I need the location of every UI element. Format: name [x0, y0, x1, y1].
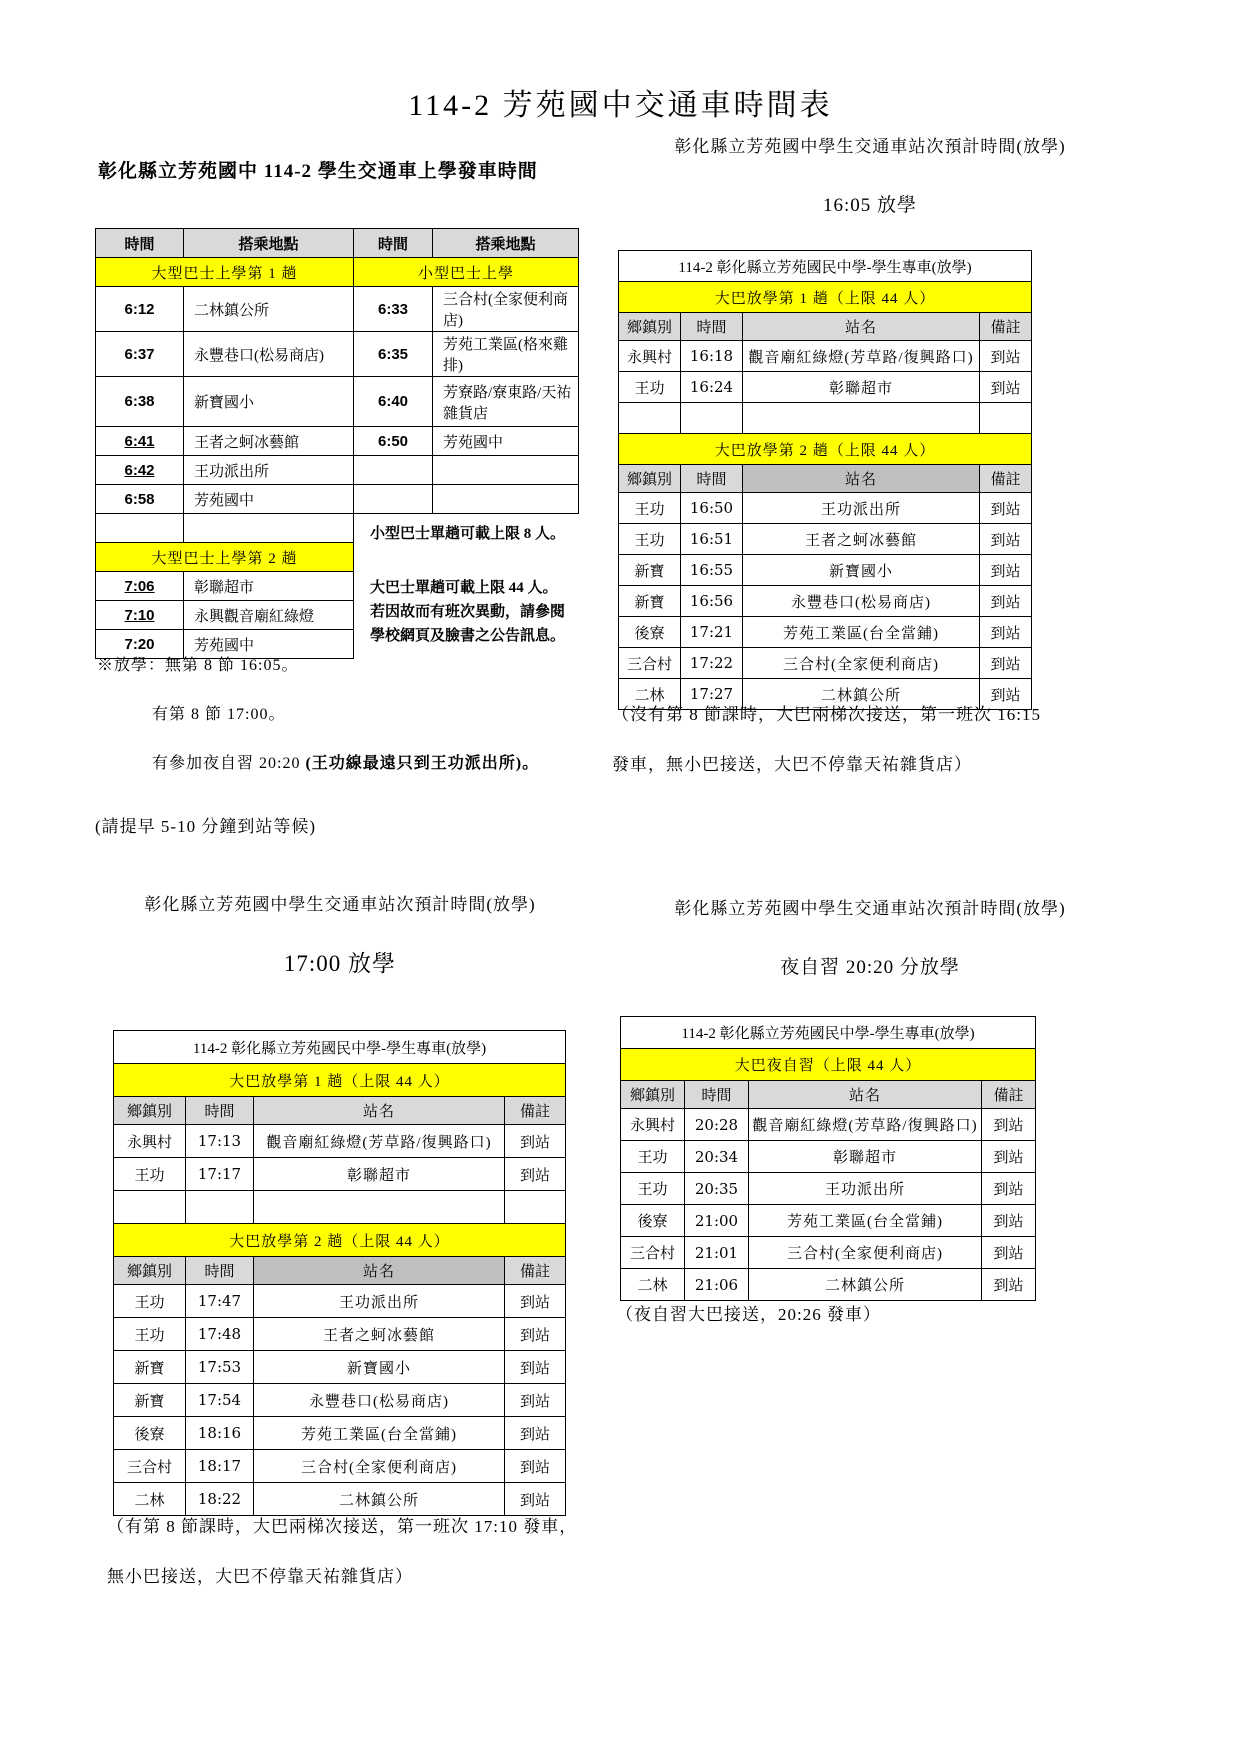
note-cell: 到站 — [980, 617, 1032, 648]
band-night: 大巴夜自習（上限 44 人） — [621, 1049, 1036, 1081]
table-row — [114, 1417, 566, 1450]
place-cell — [184, 514, 354, 543]
town-cell — [619, 403, 681, 434]
time-cell: 6:58 — [96, 485, 184, 514]
time-cell: 7:20 — [96, 630, 184, 659]
town-cell: 後寮 — [619, 617, 681, 648]
table-header-row — [619, 313, 1032, 341]
band-trip1: 大巴放學第 1 趟（上限 44 人） — [619, 282, 1032, 313]
table-row — [619, 372, 1032, 403]
band-trip2: 大巴放學第 2 趟（上限 44 人） — [114, 1224, 566, 1257]
town-cell: 王功 — [619, 493, 681, 524]
time-cell: 17:54 — [186, 1384, 254, 1417]
table-title-row — [619, 251, 1032, 282]
table-header-row — [114, 1257, 566, 1285]
note-cell — [980, 403, 1032, 434]
table-row — [621, 1237, 1036, 1269]
capacity-note-cell — [354, 514, 579, 659]
time-cell: 18:17 — [186, 1450, 254, 1483]
place-cell: 芳苑國中 — [184, 630, 354, 659]
stop-cell: 芳苑工業區(台全當鋪) — [749, 1205, 982, 1237]
note-cell: 到站 — [980, 372, 1032, 403]
note-cell: 到站 — [505, 1158, 566, 1191]
table-row — [619, 555, 1032, 586]
note-cell: 到站 — [505, 1450, 566, 1483]
band-row — [619, 434, 1032, 465]
table-row — [114, 1285, 566, 1318]
town-cell: 永興村 — [621, 1109, 685, 1141]
town-cell — [114, 1191, 186, 1224]
table-row — [114, 1351, 566, 1384]
town-cell: 王功 — [621, 1141, 685, 1173]
capacity-note: 若因故而有班次異動，請參閱學校網頁及臉書之公告訊息。 — [370, 604, 566, 644]
table-row — [621, 1205, 1036, 1237]
stop-cell: 永豐巷口(松易商店) — [743, 586, 980, 617]
town-cell: 新寶 — [619, 586, 681, 617]
night-note: （夜自習大巴接送，20:26 發車） — [616, 1305, 881, 1324]
table-row — [114, 1158, 566, 1191]
stop-cell: 二林鎮公所 — [743, 679, 980, 710]
town-cell: 王功 — [114, 1158, 186, 1191]
band-big-bus-trip1: 大型巴士上學第 1 趟 — [96, 258, 354, 287]
note-cell — [505, 1191, 566, 1224]
remark-header-cell: 備註 — [505, 1097, 566, 1125]
note-cell: 到站 — [505, 1384, 566, 1417]
time-cell: 17:17 — [186, 1158, 254, 1191]
town-header-cell: 鄉鎮別 — [114, 1097, 186, 1125]
table-row — [619, 524, 1032, 555]
place-cell: 芳苑國中 — [184, 485, 354, 514]
place-cell: 王者之蚵冰藝館 — [184, 427, 354, 456]
note-cell: 到站 — [505, 1318, 566, 1351]
dismissal-17-time: 17:00 放學 — [283, 951, 397, 976]
time-cell: 16:56 — [681, 586, 743, 617]
stop-cell: 彰聯超市 — [743, 372, 980, 403]
town-cell: 三合村 — [619, 648, 681, 679]
place-cell: 王功派出所 — [184, 456, 354, 485]
time-cell: 16:18 — [681, 341, 743, 372]
town-cell: 三合村 — [114, 1450, 186, 1483]
time-cell: 17:22 — [681, 648, 743, 679]
note-cell: 到站 — [982, 1205, 1036, 1237]
stop-cell: 三合村(全家便利商店) — [743, 648, 980, 679]
early-arrival-note: (請提早 5-10 分鐘到站等候) — [95, 817, 316, 836]
table-title: 114-2 彰化縣立芳苑國民中學-學生專車(放學) — [114, 1031, 566, 1064]
place-cell: 芳苑國中 — [433, 427, 579, 456]
table-title-row — [114, 1031, 566, 1064]
place-header-cell: 搭乘地點 — [184, 229, 354, 258]
stop-cell: 三合村(全家便利商店) — [749, 1237, 982, 1269]
time-cell: 6:50 — [354, 427, 433, 456]
table-row — [96, 514, 579, 543]
night-heading: 彰化縣立芳苑國中學生交通車站次預計時間(放學) — [674, 899, 1066, 918]
table-row — [96, 332, 579, 377]
dismissal-17-note: （有第 8 節課時，大巴兩梯次接送，第一班次 17:10 發車，無小巴接送，大巴不停靠天祐雜貨店） — [107, 1517, 578, 1586]
place-cell — [433, 485, 579, 514]
time-cell: 16:55 — [681, 555, 743, 586]
town-cell: 新寶 — [114, 1351, 186, 1384]
capacity-note: 大巴士單趟可載上限 44 人。 — [370, 580, 558, 596]
time-cell: 17:13 — [186, 1125, 254, 1158]
time-cell: 7:06 — [96, 572, 184, 601]
stop-cell: 三合村(全家便利商店) — [254, 1450, 505, 1483]
time-cell: 6:41 — [96, 427, 184, 456]
table-header-row — [619, 465, 1032, 493]
dismissal-16-table — [618, 250, 1032, 710]
table-row — [621, 1109, 1036, 1141]
note-cell: 到站 — [982, 1109, 1036, 1141]
time-cell: 20:28 — [685, 1109, 749, 1141]
note-cell: 到站 — [505, 1483, 566, 1516]
time-cell: 17:48 — [186, 1318, 254, 1351]
note-cell: 到站 — [982, 1269, 1036, 1301]
note-cell: 到站 — [505, 1417, 566, 1450]
band-big-bus-trip2: 大型巴士上學第 2 趟 — [96, 543, 354, 572]
stop-cell: 觀音廟紅綠燈(芳草路/復興路口) — [254, 1125, 505, 1158]
dismissal-16-time: 16:05 放學 — [822, 195, 918, 216]
town-header-cell: 鄉鎮別 — [621, 1081, 685, 1109]
town-cell: 二林 — [621, 1269, 685, 1301]
stop-cell: 觀音廟紅綠燈(芳草路/復興路口) — [743, 341, 980, 372]
table-row — [619, 617, 1032, 648]
time-cell: 6:40 — [354, 377, 433, 427]
place-cell: 二林鎮公所 — [184, 287, 354, 332]
time-header-cell: 時間 — [354, 229, 433, 258]
note-cell: 到站 — [980, 586, 1032, 617]
time-cell: 17:27 — [681, 679, 743, 710]
time-header-cell: 時間 — [186, 1097, 254, 1125]
place-cell: 芳寮路/寮東路/天祐雜貨店 — [433, 377, 579, 427]
dismissal-16-heading: 彰化縣立芳苑國中學生交通車站次預計時間(放學) — [674, 137, 1066, 156]
place-cell — [433, 456, 579, 485]
stop-cell: 二林鎮公所 — [254, 1483, 505, 1516]
stop-cell: 彰聯超市 — [749, 1141, 982, 1173]
time-cell: 17:53 — [186, 1351, 254, 1384]
town-cell: 後寮 — [621, 1205, 685, 1237]
table-row — [96, 427, 579, 456]
table-title: 114-2 彰化縣立芳苑國民中學-學生專車(放學) — [621, 1017, 1036, 1049]
place-cell: 三合村(全家便利商店) — [433, 287, 579, 332]
remark-header-cell: 備註 — [980, 465, 1032, 493]
time-header-cell: 時間 — [681, 465, 743, 493]
note-cell: 到站 — [982, 1141, 1036, 1173]
table-header-row — [114, 1097, 566, 1125]
band-row — [114, 1064, 566, 1097]
stop-cell: 王者之蚵冰藝館 — [743, 524, 980, 555]
town-cell: 新寶 — [114, 1384, 186, 1417]
time-cell: 20:35 — [685, 1173, 749, 1205]
stop-cell: 新寶國小 — [743, 555, 980, 586]
remark-header-cell: 備註 — [505, 1257, 566, 1285]
time-cell: 21:01 — [685, 1237, 749, 1269]
town-header-cell: 鄉鎮別 — [114, 1257, 186, 1285]
time-header-cell: 時間 — [681, 313, 743, 341]
time-cell: 18:16 — [186, 1417, 254, 1450]
dismissal-16-note: （沒有第 8 節課時，大巴兩梯次接送，第一班次 16:15 發車，無小巴接送，大巴不停靠天祐雜貨店） — [612, 705, 1041, 774]
table-row — [96, 456, 579, 485]
time-cell: 21:06 — [685, 1269, 749, 1301]
remark-header-cell: 備註 — [982, 1081, 1036, 1109]
table-row — [619, 648, 1032, 679]
stop-cell: 王功派出所 — [254, 1285, 505, 1318]
stop-cell: 彰聯超市 — [254, 1158, 505, 1191]
time-cell: 16:50 — [681, 493, 743, 524]
note-cell: 到站 — [980, 341, 1032, 372]
time-cell: 16:24 — [681, 372, 743, 403]
stop-header-cell: 站名 — [254, 1257, 505, 1285]
stop-header-cell: 站名 — [254, 1097, 505, 1125]
table-header-row — [621, 1081, 1036, 1109]
band-trip1: 大巴放學第 1 趟（上限 44 人） — [114, 1064, 566, 1097]
time-cell: 6:33 — [354, 287, 433, 332]
stop-header-cell: 站名 — [749, 1081, 982, 1109]
table-row — [114, 1384, 566, 1417]
time-header-cell: 時間 — [96, 229, 184, 258]
note-cell: 到站 — [505, 1285, 566, 1318]
page-title: 114-2 芳苑國中交通車時間表 — [408, 89, 833, 122]
time-cell: 6:42 — [96, 456, 184, 485]
time-cell: 7:10 — [96, 601, 184, 630]
time-cell: 16:51 — [681, 524, 743, 555]
place-cell: 彰聯超市 — [184, 572, 354, 601]
time-cell — [186, 1191, 254, 1224]
time-cell: 6:12 — [96, 287, 184, 332]
stop-cell: 觀音廟紅綠燈(芳草路/復興路口) — [749, 1109, 982, 1141]
town-cell: 新寶 — [619, 555, 681, 586]
stop-cell: 王者之蚵冰藝館 — [254, 1318, 505, 1351]
night-time: 夜自習 20:20 分放學 — [780, 957, 960, 978]
time-cell — [354, 456, 433, 485]
time-cell — [681, 403, 743, 434]
stop-cell: 芳苑工業區(台全當鋪) — [254, 1417, 505, 1450]
stop-cell — [254, 1191, 505, 1224]
table-row — [114, 1191, 566, 1224]
time-cell: 6:38 — [96, 377, 184, 427]
footnote-no-8th: ※放學：無第 8 節 16:05。 — [97, 657, 299, 674]
band-small-bus: 小型巴士上學 — [354, 258, 579, 287]
time-cell: 17:21 — [681, 617, 743, 648]
time-header-cell: 時間 — [186, 1257, 254, 1285]
table-row — [96, 485, 579, 514]
town-cell: 二林 — [619, 679, 681, 710]
town-header-cell: 鄉鎮別 — [619, 313, 681, 341]
table-header-row — [96, 229, 579, 258]
town-cell: 王功 — [114, 1285, 186, 1318]
note-cell: 到站 — [980, 524, 1032, 555]
town-cell: 二林 — [114, 1483, 186, 1516]
stop-header-cell: 站名 — [743, 465, 980, 493]
table-title: 114-2 彰化縣立芳苑國民中學-學生專車(放學) — [619, 251, 1032, 282]
time-cell: 18:22 — [186, 1483, 254, 1516]
table-row — [114, 1125, 566, 1158]
footnote-night-study — [152, 750, 539, 773]
time-cell: 17:47 — [186, 1285, 254, 1318]
dismissal-17-table — [113, 1030, 566, 1516]
stop-cell: 芳苑工業區(台全當鋪) — [743, 617, 980, 648]
morning-schedule-table — [95, 228, 579, 659]
table-row — [621, 1173, 1036, 1205]
stop-cell: 永豐巷口(松易商店) — [254, 1384, 505, 1417]
stop-cell: 新寶國小 — [254, 1351, 505, 1384]
morning-heading: 彰化縣立芳苑國中 114-2 學生交通車上學發車時間 — [98, 161, 538, 182]
table-row — [619, 493, 1032, 524]
note-cell: 到站 — [980, 555, 1032, 586]
capacity-note: 小型巴士單趟可載上限 8 人。 — [370, 526, 566, 542]
town-cell: 王功 — [619, 524, 681, 555]
dismissal-17-heading: 彰化縣立芳苑國中學生交通車站次預計時間(放學) — [144, 895, 536, 914]
band-row — [621, 1049, 1036, 1081]
time-cell: 6:35 — [354, 332, 433, 377]
table-row — [96, 287, 579, 332]
band-trip2: 大巴放學第 2 趟（上限 44 人） — [619, 434, 1032, 465]
town-cell: 永興村 — [619, 341, 681, 372]
time-cell: 21:00 — [685, 1205, 749, 1237]
stop-header-cell: 站名 — [743, 313, 980, 341]
stop-cell — [743, 403, 980, 434]
time-header-cell: 時間 — [685, 1081, 749, 1109]
town-cell: 王功 — [114, 1318, 186, 1351]
time-cell — [96, 514, 184, 543]
town-header-cell: 鄉鎮別 — [619, 465, 681, 493]
town-cell: 後寮 — [114, 1417, 186, 1450]
stop-cell: 二林鎮公所 — [749, 1269, 982, 1301]
note-cell: 到站 — [980, 679, 1032, 710]
town-cell: 永興村 — [114, 1125, 186, 1158]
place-cell: 新寶國小 — [184, 377, 354, 427]
time-cell — [354, 485, 433, 514]
stop-cell: 王功派出所 — [749, 1173, 982, 1205]
band-row — [96, 258, 579, 287]
note-cell: 到站 — [982, 1237, 1036, 1269]
note-cell: 到站 — [982, 1173, 1036, 1205]
note-cell: 到站 — [980, 648, 1032, 679]
band-row — [114, 1224, 566, 1257]
night-table — [620, 1016, 1036, 1301]
town-cell: 三合村 — [621, 1237, 685, 1269]
place-cell: 永豐巷口(松易商店) — [184, 332, 354, 377]
table-row — [621, 1141, 1036, 1173]
remark-header-cell: 備註 — [980, 313, 1032, 341]
place-cell: 永興觀音廟紅綠燈 — [184, 601, 354, 630]
footnote-night-study-bold: (王功線最遠只到王功派出所)。 — [305, 755, 540, 772]
footnote-with-8th: 有第 8 節 17:00。 — [152, 706, 286, 723]
table-row — [619, 341, 1032, 372]
place-cell: 芳苑工業區(格來雞排) — [433, 332, 579, 377]
table-row — [96, 377, 579, 427]
note-cell: 到站 — [505, 1351, 566, 1384]
note-cell: 到站 — [505, 1125, 566, 1158]
time-cell: 20:34 — [685, 1141, 749, 1173]
place-header-cell: 搭乘地點 — [433, 229, 579, 258]
time-cell: 6:37 — [96, 332, 184, 377]
footnote-night-study-text: 有參加夜自習 20:20 — [152, 755, 306, 772]
town-cell: 王功 — [621, 1173, 685, 1205]
band-row — [619, 282, 1032, 313]
note-cell: 到站 — [980, 493, 1032, 524]
table-row — [114, 1318, 566, 1351]
table-row — [619, 586, 1032, 617]
table-row — [114, 1450, 566, 1483]
table-title-row — [621, 1017, 1036, 1049]
stop-cell: 王功派出所 — [743, 493, 980, 524]
town-cell: 王功 — [619, 372, 681, 403]
table-row — [619, 403, 1032, 434]
